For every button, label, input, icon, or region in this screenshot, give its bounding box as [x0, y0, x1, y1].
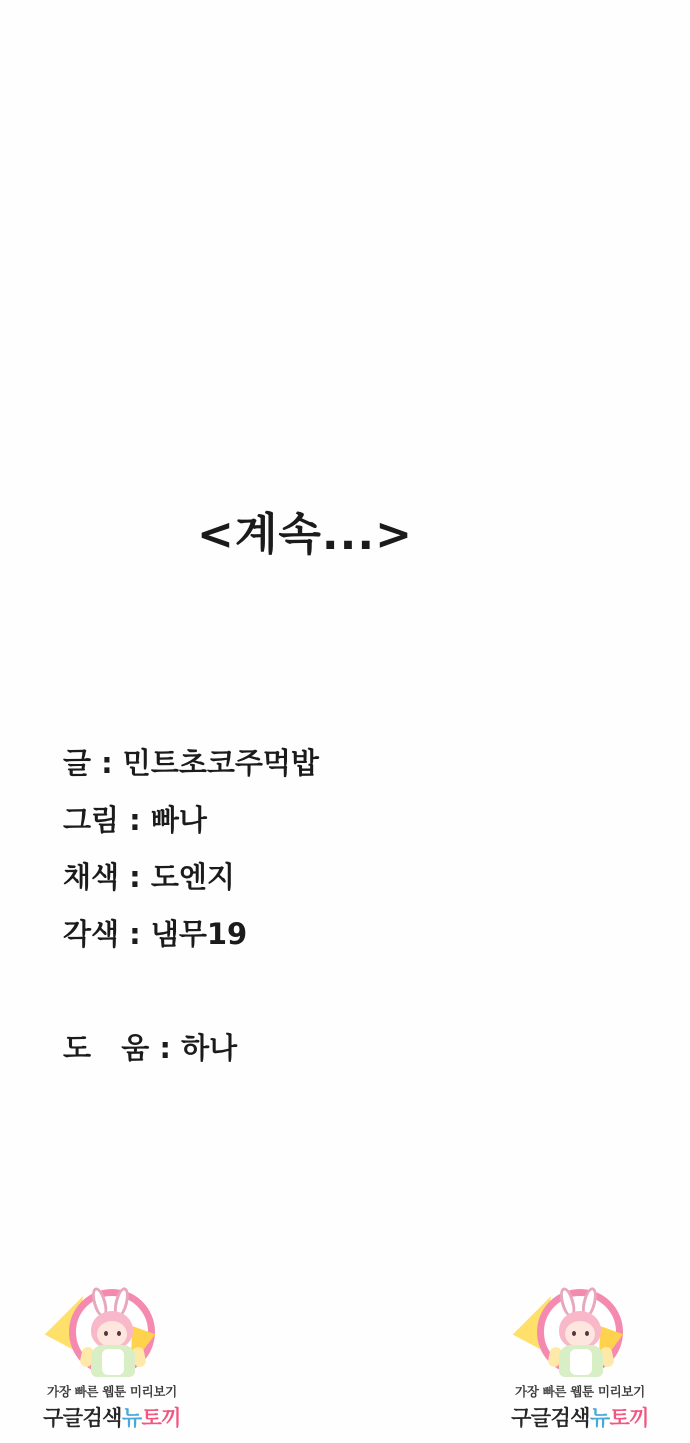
- watermark-right[interactable]: [490, 1285, 670, 1430]
- credit-adaptation: 각색 : 냄무19: [63, 917, 248, 951]
- credit-assistant: 도 움 : 하나: [63, 1031, 238, 1065]
- mascot-face: [97, 1321, 127, 1347]
- mascot-eye-right: [585, 1331, 589, 1336]
- mascot-eye-left: [104, 1331, 108, 1336]
- mascot-apron: [570, 1349, 592, 1375]
- watermark-tagline: 가장 빠른 웹툰 미리보기: [47, 1384, 177, 1399]
- credits-spacer: [63, 963, 319, 1020]
- watermark-brand: [22, 1402, 202, 1432]
- mascot-face: [565, 1321, 595, 1347]
- watermark-brand-prefix: 구글검색: [511, 1406, 590, 1430]
- bunny-mascot-icon: [515, 1285, 645, 1381]
- watermark-brand-name: 토끼: [141, 1406, 181, 1430]
- mascot-eye-left: [572, 1331, 576, 1336]
- continue-marker: <계속...>: [197, 509, 413, 560]
- watermark-left[interactable]: [22, 1285, 202, 1430]
- watermark-brand-accent: 뉴: [121, 1406, 142, 1430]
- watermark-brand: [490, 1402, 670, 1432]
- watermark-tagline: 가장 빠른 웹툰 미리보기: [515, 1384, 645, 1399]
- watermark-brand-prefix: 구글검색: [43, 1406, 122, 1430]
- credit-artist: 그림 : 빠나: [63, 803, 207, 837]
- watermark-brand-name: 토끼: [609, 1406, 649, 1430]
- credits-block: [63, 735, 319, 1077]
- credit-colorist: 채색 : 도엔지: [63, 860, 235, 894]
- mascot-eye-right: [117, 1331, 121, 1336]
- credit-writer: 글 : 민트초코주먹밥: [63, 746, 319, 780]
- watermark-brand-accent: 뉴: [589, 1406, 610, 1430]
- mascot-apron: [102, 1349, 124, 1375]
- bunny-mascot-icon: [47, 1285, 177, 1381]
